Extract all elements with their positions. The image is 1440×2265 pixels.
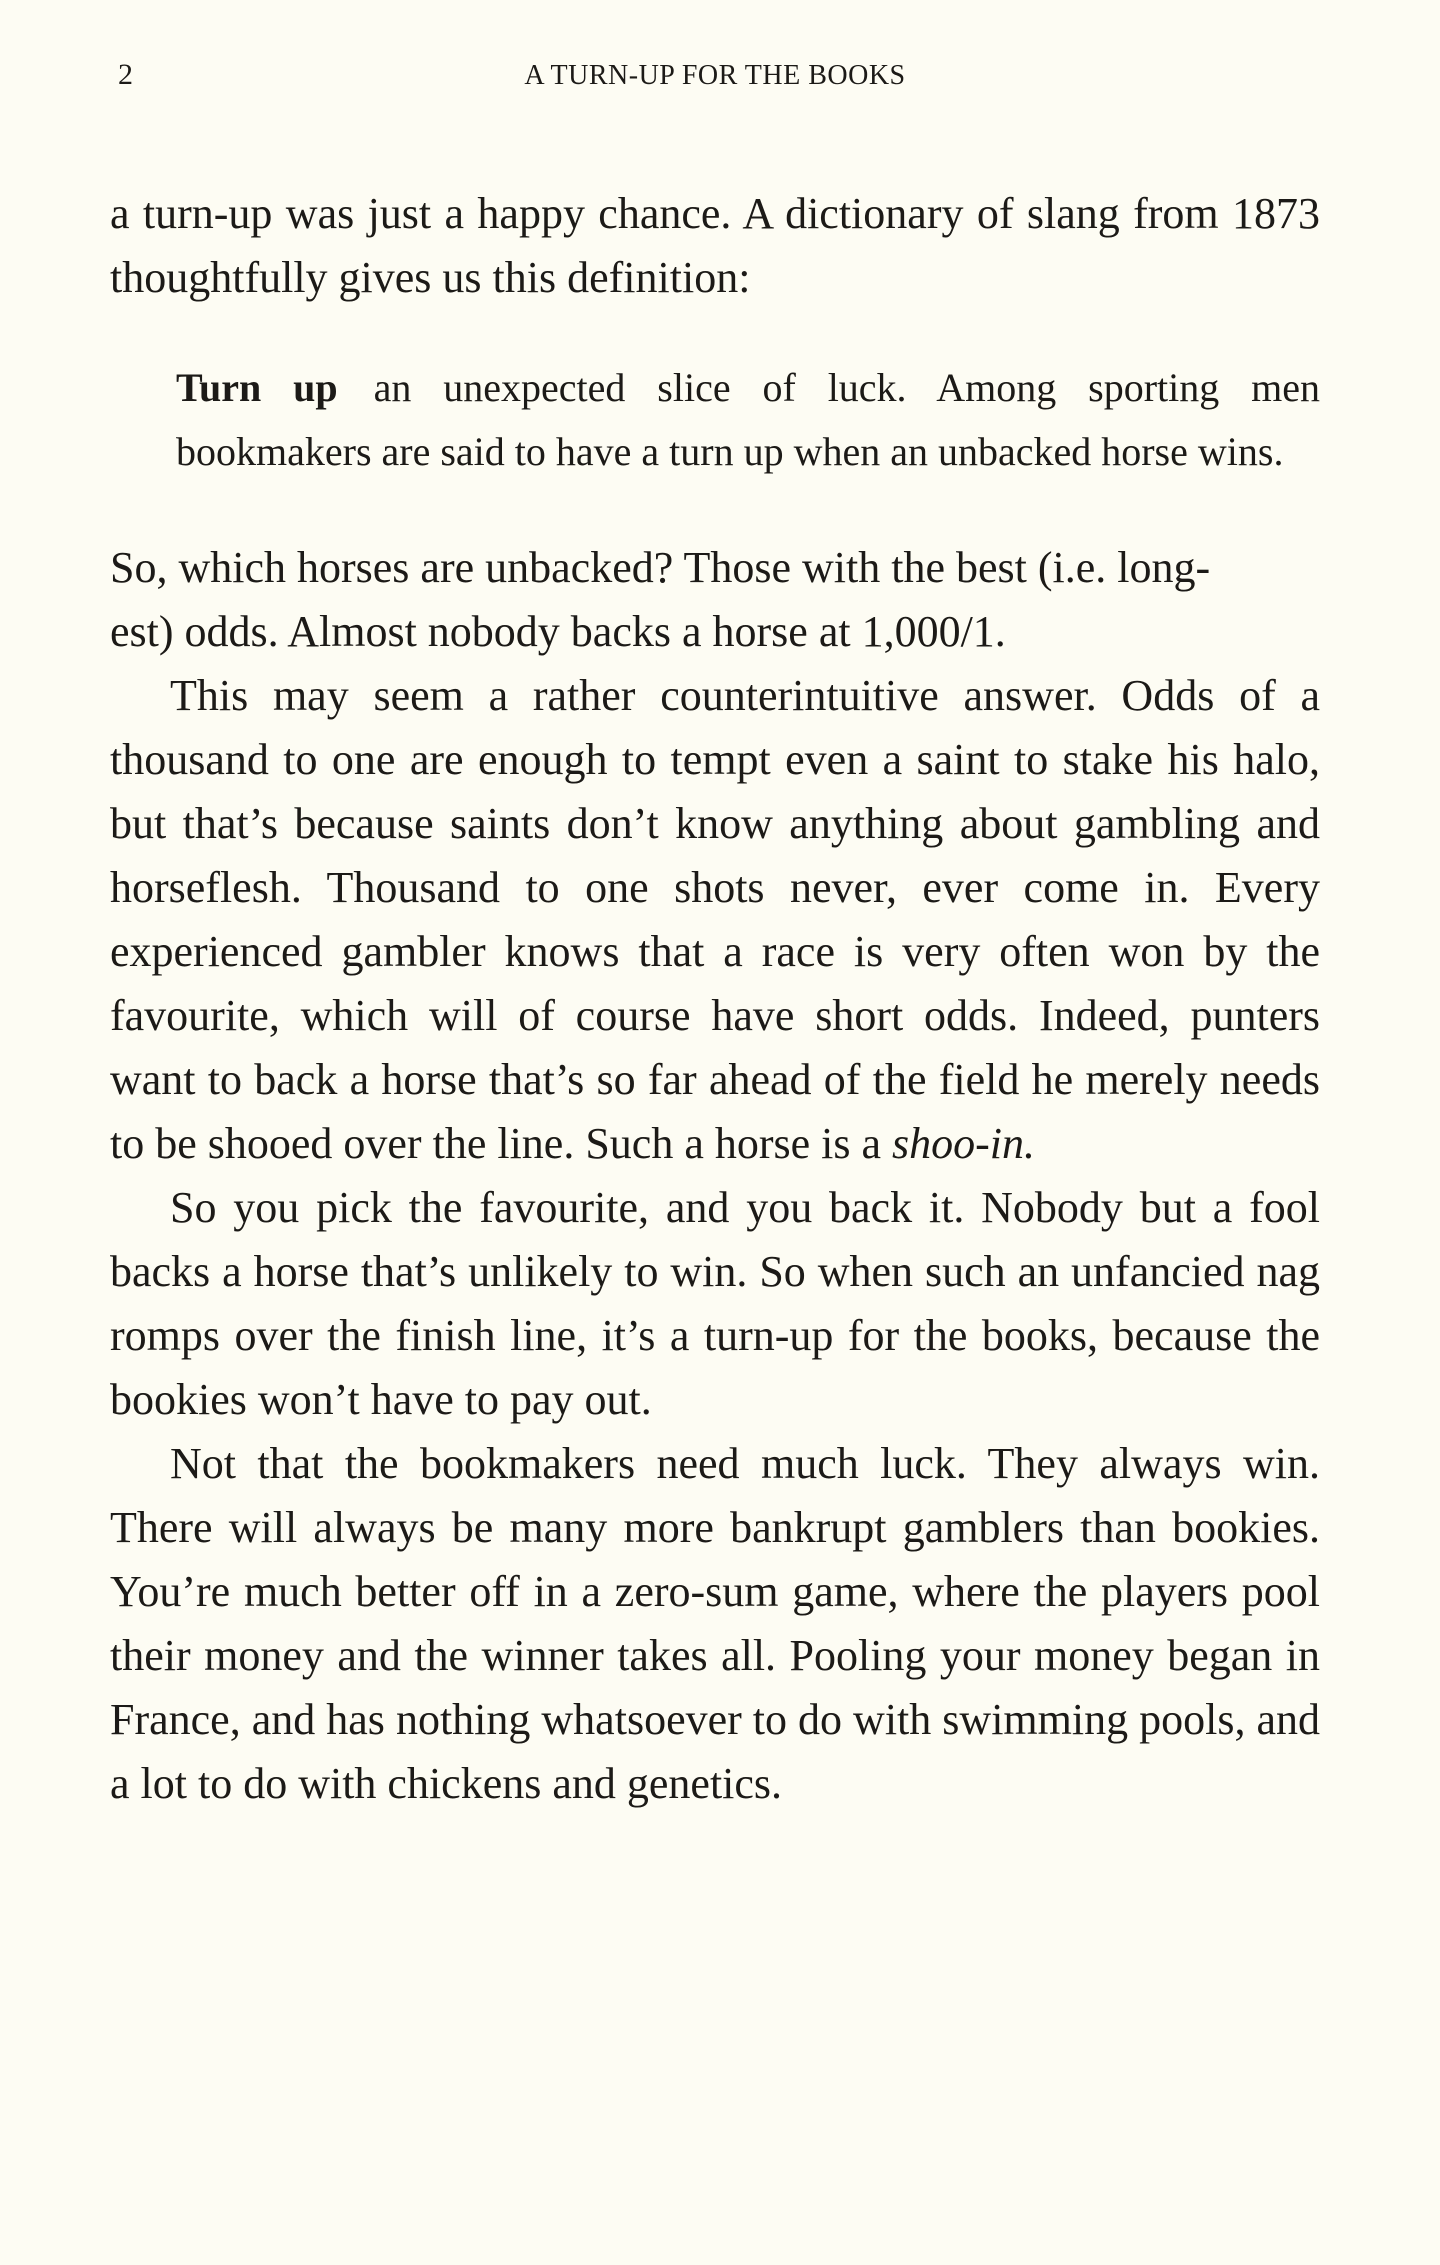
page-number: 2: [118, 58, 133, 91]
paragraph-favourite: So you pick the favourite, and you back it. Nobody but a fool backs a horse that’s unlikely to win. So when such an unfancied nag romps over the finish line, it’s a turn-up for the books, because the bookies won’t have to pay out.: [110, 1183, 1320, 1424]
body-text: [110, 182, 1320, 1816]
paragraph-counterintuitive-text: This may seem a rather counterintuitive answer. Odds of a thousand to one are enough to tempt even a saint to stake his halo, but that’s because saints don’t know anything about gambling and horseflesh. Thousand to one shots never, ever come in. Every experienced gambler knows that a race is very often won by the favourite, which will of course have short odds. Indeed, punters want to back a horse that’s so far ahead of the field he merely needs to be shooed over the line. Such a horse is a: [110, 671, 1320, 1168]
definition-term: Turn up: [176, 365, 338, 410]
paragraph-unbacked-line-2: est) odds. Almost nobody backs a horse at 1,000/1.: [110, 607, 1006, 656]
paragraph-bookmakers: Not that the bookmakers need much luck. They always win. There will always be many more bankrupt gamblers than bookies. You’re much better off in a zero-sum game, where the players pool their money and the winner takes all. Pooling your money began in France, and has nothing whatsoever to do with swimming pools, and a lot to do with chickens and genetics.: [110, 1439, 1320, 1808]
definition-block: [176, 356, 1320, 484]
paragraph-counterintuitive: [110, 664, 1320, 1176]
running-head: [110, 58, 1320, 98]
running-title: A TURN-UP FOR THE BOOKS: [524, 60, 906, 91]
shoo-in-term: shoo-in.: [892, 1119, 1036, 1168]
paragraph-unbacked: [110, 536, 1320, 664]
intro-paragraph: a turn-up was just a happy chance. A dictionary of slang from 1873 thoughtfully gives us this definition:: [110, 189, 1320, 302]
definition-text: an unexpected slice of luck. Among sporting men bookmakers are said to have a turn up when an unbacked horse wins.: [176, 365, 1320, 474]
paragraph-unbacked-line-1: So, which horses are unbacked? Those with the best (i.e. long-: [110, 543, 1211, 592]
